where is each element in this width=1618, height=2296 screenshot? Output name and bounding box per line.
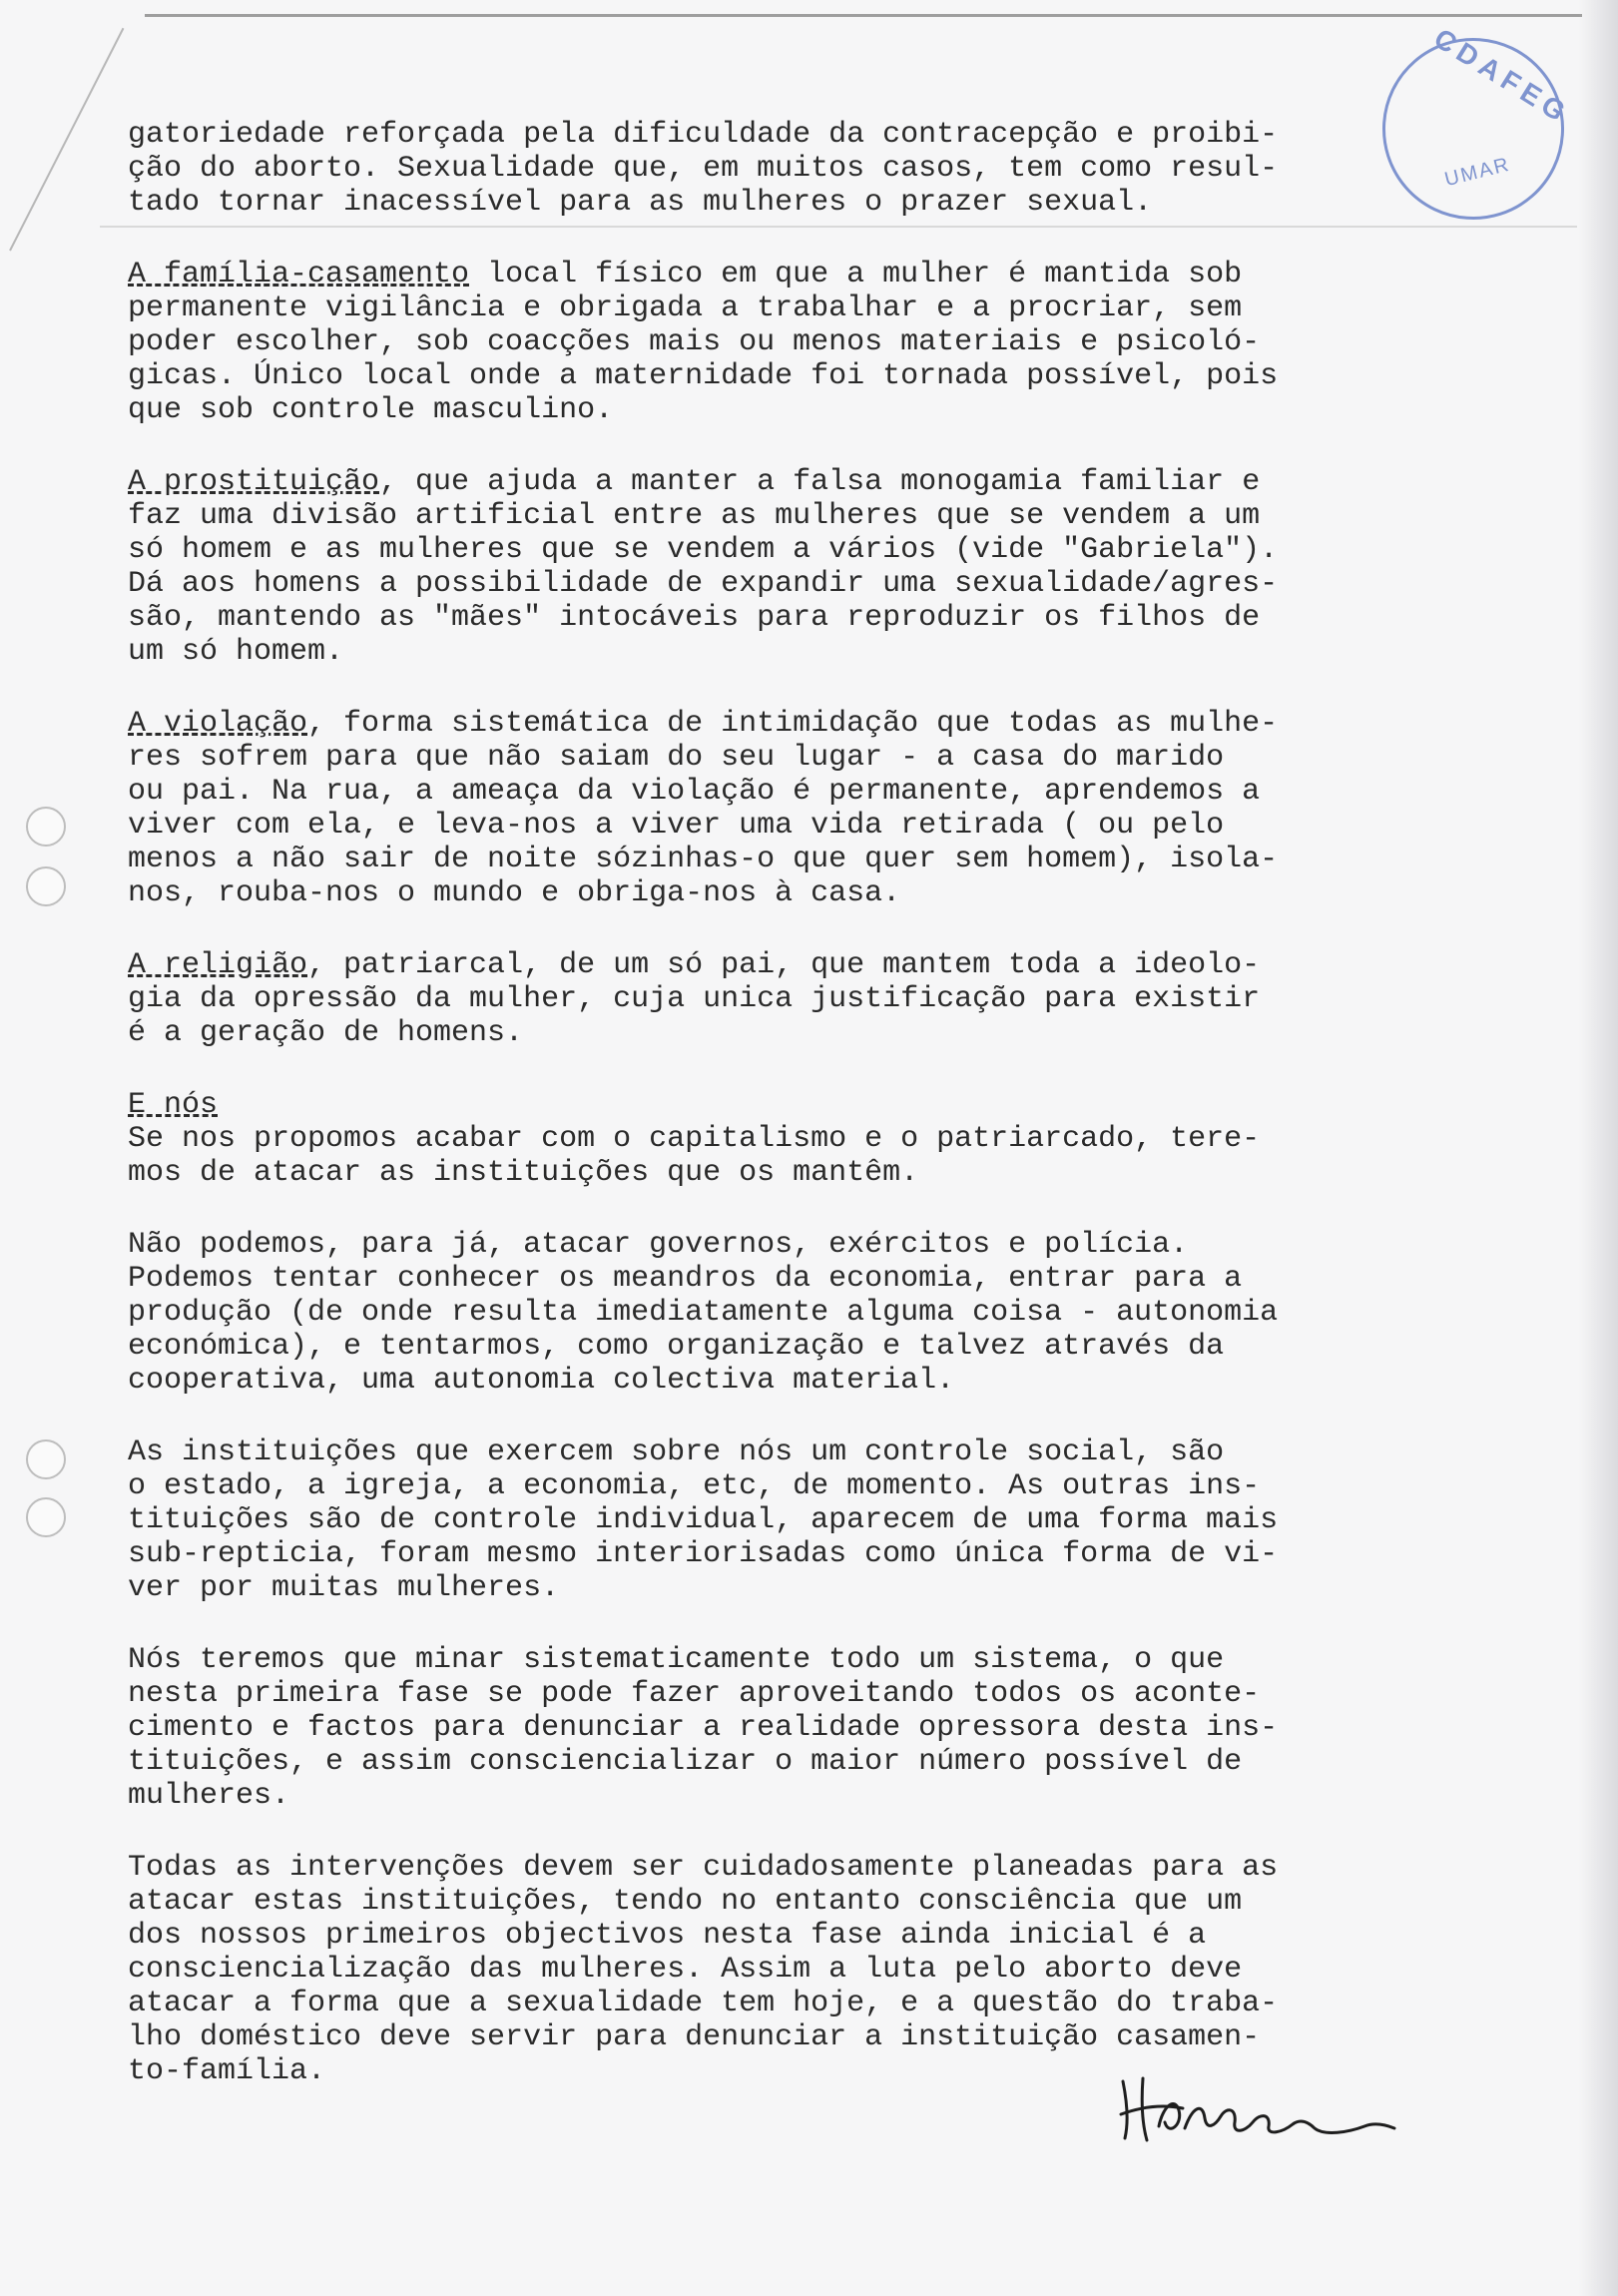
text-line: tituições são de controle individual, aparecem de uma forma mais bbox=[128, 1503, 1279, 1537]
text-fragment: , que ajuda a manter a falsa monogamia familiar e bbox=[379, 465, 1261, 499]
text-line: nesta primeira fase se pode fazer aproveitando todos os aconte- bbox=[128, 1677, 1261, 1711]
text-line: é a geração de homens. bbox=[128, 1016, 524, 1050]
text-line: ção do aborto. Sexualidade que, em muitos casos, tem como resul- bbox=[128, 152, 1279, 186]
text-line bbox=[128, 1088, 1445, 1122]
text-line: atacar a forma que a sexualidade tem hoje, e a questão do traba- bbox=[128, 1987, 1279, 2020]
text-line: ou pai. Na rua, a ameaça da violação é permanente, aprendemos a bbox=[128, 775, 1261, 809]
text-line: ver por muitas mulheres. bbox=[128, 1571, 560, 1605]
text-line: consciencialização das mulheres. Assim a luta pelo aborto deve bbox=[128, 1953, 1243, 1987]
text-line bbox=[128, 948, 1445, 982]
section-heading: A violação bbox=[128, 707, 308, 741]
text-line: to-família. bbox=[128, 2054, 326, 2088]
document-body bbox=[128, 118, 1445, 2088]
text-line: que sob controle masculino. bbox=[128, 393, 614, 427]
punch-hole bbox=[26, 807, 66, 847]
punch-hole bbox=[26, 866, 66, 906]
page-top-edge bbox=[145, 14, 1582, 17]
text-fragment: local físico em que a mulher é mantida sob bbox=[469, 258, 1243, 291]
prostituicao-paragraph bbox=[128, 465, 1445, 669]
nao-podemos-paragraph bbox=[128, 1228, 1445, 1398]
text-line: Podemos tentar conhecer os meandros da economia, entrar para a bbox=[128, 1262, 1243, 1296]
section-heading: A religião bbox=[128, 948, 308, 982]
text-line: Não podemos, para já, atacar governos, exércitos e polícia. bbox=[128, 1228, 1189, 1262]
nos-teremos-paragraph bbox=[128, 1643, 1445, 1813]
text-line: poder escolher, sob coacções mais ou menos materiais e psicoló- bbox=[128, 325, 1261, 359]
text-line: Dá aos homens a possibilidade de expandir uma sexualidade/agres- bbox=[128, 567, 1279, 601]
text-line: gicas. Único local onde a maternidade foi tornada possível, pois bbox=[128, 359, 1279, 393]
text-line bbox=[128, 465, 1445, 499]
page-corner-fold bbox=[9, 28, 124, 252]
text-line: económica), e tentarmos, como organização e talvez através da bbox=[128, 1330, 1225, 1364]
text-line: sub-repticia, foram mesmo interiorisadas como única forma de vi- bbox=[128, 1537, 1279, 1571]
stamp-bottom-text: UMAR bbox=[1442, 153, 1513, 192]
text-line: Todas as intervenções devem ser cuidadosamente planeadas para as bbox=[128, 1851, 1279, 1885]
text-line: res sofrem para que não saiam do seu lugar - a casa do marido bbox=[128, 741, 1225, 775]
section-heading: A prostituição bbox=[128, 465, 380, 499]
text-line: só homem e as mulheres que se vendem a vários (vide "Gabriela"). bbox=[128, 533, 1279, 567]
punch-hole bbox=[26, 1497, 66, 1537]
text-line: nos, rouba-nos o mundo e obriga-nos à casa. bbox=[128, 876, 901, 910]
section-heading: A família-casamento bbox=[128, 258, 470, 291]
violacao-paragraph bbox=[128, 707, 1445, 910]
text-line: viver com ela, e leva-nos a viver uma vida retirada ( ou pelo bbox=[128, 809, 1225, 843]
text-line: um só homem. bbox=[128, 635, 344, 669]
handwritten-signature bbox=[1113, 2066, 1412, 2146]
text-line: Se nos propomos acabar com o capitalismo e o patriarcado, tere- bbox=[128, 1122, 1261, 1156]
familia-paragraph bbox=[128, 258, 1445, 427]
text-fragment: , patriarcal, de um só pai, que mantem toda a ideolo- bbox=[307, 948, 1261, 982]
text-line: são, mantendo as "mães" intocáveis para reproduzir os filhos de bbox=[128, 601, 1261, 635]
stamp-top-text: CDAFEG bbox=[1428, 22, 1576, 131]
text-line: Nós teremos que minar sistematicamente todo um sistema, o que bbox=[128, 1643, 1225, 1677]
opening-paragraph bbox=[128, 118, 1445, 220]
text-line: lho doméstico deve servir para denunciar a instituição casamen- bbox=[128, 2020, 1261, 2054]
text-fragment: , forma sistemática de intimidação que todas as mulhe- bbox=[307, 707, 1279, 741]
text-line: menos a não sair de noite sózinhas-o que quer sem homem), isola- bbox=[128, 843, 1279, 876]
text-line: faz uma divisão artificial entre as mulheres que se vendem a um bbox=[128, 499, 1261, 533]
text-line: dos nossos primeiros objectivos nesta fase ainda inicial é a bbox=[128, 1919, 1207, 1953]
text-line: cooperativa, uma autonomia colectiva material. bbox=[128, 1364, 955, 1398]
text-line: gia da opressão da mulher, cuja unica justificação para existir bbox=[128, 982, 1261, 1016]
text-line: produção (de onde resulta imediatamente alguma coisa - autonomia bbox=[128, 1296, 1279, 1330]
text-line: mos de atacar as instituições que os mantêm. bbox=[128, 1156, 919, 1190]
text-line: o estado, a igreja, a economia, etc, de momento. As outras ins- bbox=[128, 1469, 1261, 1503]
page-right-shadow bbox=[1578, 0, 1618, 2296]
text-line: mulheres. bbox=[128, 1779, 290, 1813]
text-line: tado tornar inacessível para as mulheres o prazer sexual. bbox=[128, 186, 1153, 220]
text-line bbox=[128, 258, 1445, 291]
punch-hole bbox=[26, 1439, 66, 1479]
text-line: gatoriedade reforçada pela dificuldade da contracepção e proibi- bbox=[128, 118, 1279, 152]
text-line: tituições, e assim consciencializar o maior número possível de bbox=[128, 1745, 1243, 1779]
text-line: atacar estas instituições, tendo no entanto consciência que um bbox=[128, 1885, 1243, 1919]
text-line: permanente vigilância e obrigada a trabalhar e a procriar, sem bbox=[128, 291, 1243, 325]
instituicoes-paragraph bbox=[128, 1435, 1445, 1605]
text-line: cimento e factos para denunciar a realidade opressora desta ins- bbox=[128, 1711, 1279, 1745]
text-line bbox=[128, 707, 1445, 741]
section-heading: E nós bbox=[128, 1088, 219, 1122]
text-line: As instituições que exercem sobre nós um controle social, são bbox=[128, 1435, 1225, 1469]
intervencoes-paragraph bbox=[128, 1851, 1445, 2088]
religiao-paragraph bbox=[128, 948, 1445, 1050]
e-nos-paragraph bbox=[128, 1088, 1445, 1190]
